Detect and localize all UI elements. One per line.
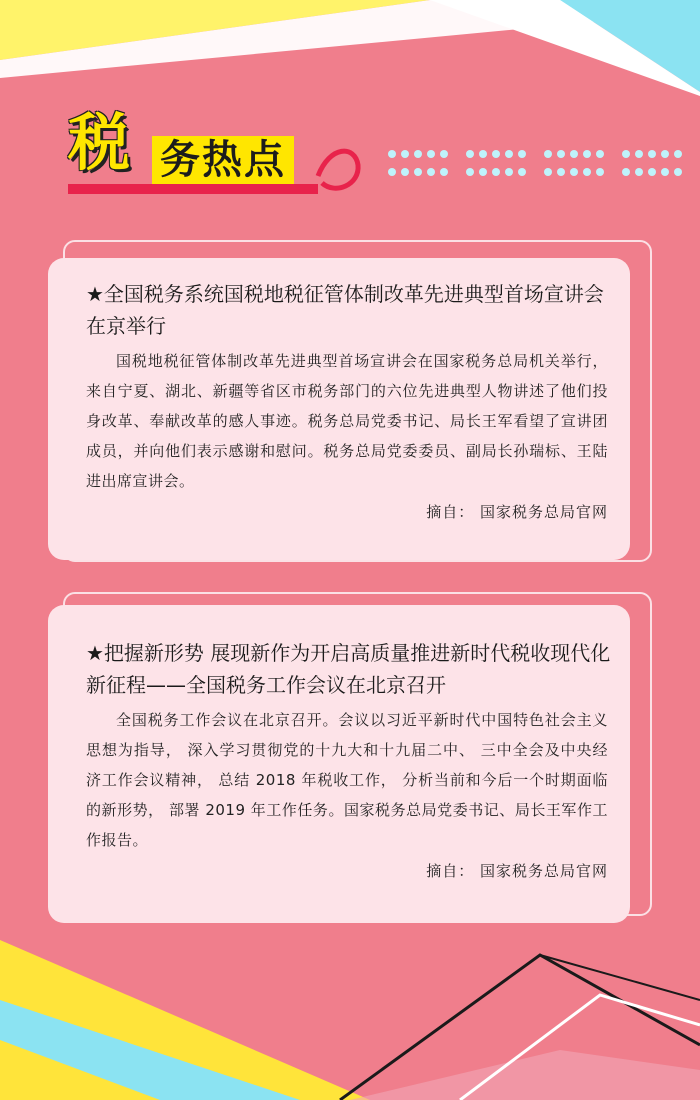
dot (661, 168, 669, 176)
dot (427, 150, 435, 158)
dot (440, 168, 448, 176)
dot (492, 168, 500, 176)
dot (466, 168, 474, 176)
dot (583, 150, 591, 158)
article-1-body: 国税地税征管体制改革先进典型首场宣讲会在国家税务总局机关举行，来自宁夏、湖北、新疆等省区市税务部门的六位先进典型人物讲述了他们投身改革、奉献改革的感人事迹。税务总局党委书记、局长王军看望了宣讲团成员，并向他们表示感谢和慰问。税务总局党委委员、副局长孙瑞标、王陆进出席宣讲会。 (86, 352, 608, 490)
dot (479, 150, 487, 158)
dot (557, 168, 565, 176)
article-2-body: 全国税务工作会议在北京召开。会议以习近平新时代中国特色社会主义思想为指导， 深入学习贯彻党的十九大和十九届二中、 三中全会及中央经济工作会议精神， 总结 2018 年税收工作， 分析当前和今后一个时期面临的新形势， 部署 2019 年工作任务。国家税务总局党委书记、局长王军作工作报告。 (86, 711, 608, 849)
dot (583, 168, 591, 176)
dot (518, 150, 526, 158)
dot (544, 168, 552, 176)
dot (388, 150, 396, 158)
dot (440, 150, 448, 158)
section-title (68, 108, 368, 208)
article-2-title: ★把握新形势 展现新作为开启高质量推进新时代税收现代化新征程——全国税务工作会议在北京召开 (86, 641, 611, 697)
dot (648, 150, 656, 158)
article-1-source: 摘自： 国家税务总局官网 (426, 503, 608, 521)
article-1-title: ★全国税务系统国税地税征管体制改革先进典型首场宣讲会在京举行 (86, 282, 604, 338)
dot (414, 168, 422, 176)
dot (596, 150, 604, 158)
dot (596, 168, 604, 176)
dot (622, 168, 630, 176)
dot (505, 168, 513, 176)
dot (544, 150, 552, 158)
dot (648, 168, 656, 176)
dot (466, 150, 474, 158)
dot (635, 168, 643, 176)
dot (401, 150, 409, 158)
article-2-source: 摘自： 国家税务总局官网 (426, 862, 608, 880)
article-card-2 (48, 605, 630, 923)
title-underline (68, 184, 318, 194)
dot (674, 168, 682, 176)
dot (427, 168, 435, 176)
dot (505, 150, 513, 158)
dot (492, 150, 500, 158)
dot (557, 150, 565, 158)
bottom-black-line-2 (540, 955, 700, 1000)
dot (570, 168, 578, 176)
dot (479, 168, 487, 176)
bottom-pink-shape (350, 1050, 700, 1100)
dot-pattern (388, 150, 700, 190)
dot (388, 168, 396, 176)
dot (518, 168, 526, 176)
dot (635, 150, 643, 158)
dot (401, 168, 409, 176)
title-rest: 务热点 (152, 136, 294, 184)
dot (570, 150, 578, 158)
dot (674, 150, 682, 158)
dot (661, 150, 669, 158)
dot (622, 150, 630, 158)
article-card-1 (48, 258, 630, 560)
title-first-char: 税 (68, 106, 131, 179)
dot (414, 150, 422, 158)
